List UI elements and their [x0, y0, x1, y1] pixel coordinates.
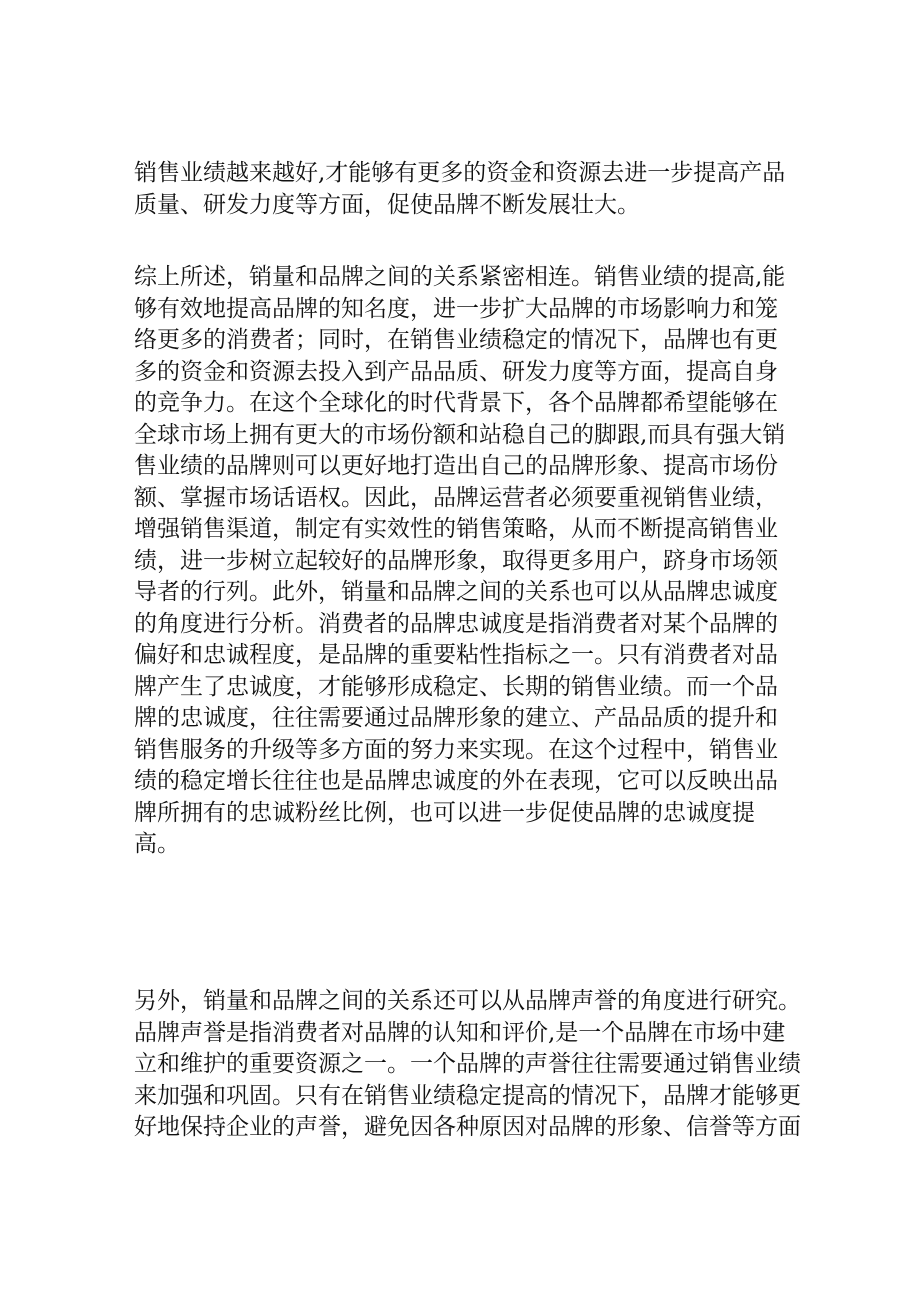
- paragraph-2: [134, 262, 794, 861]
- text-line: 牌的忠诚度，往往需要通过品牌形象的建立、产品品质的提升和: [134, 705, 778, 731]
- text-line: 立和维护的重要资源之一。一个品牌的声誉往往需要通过销售业绩: [134, 1051, 801, 1077]
- text-line: 品牌声誉是指消费者对品牌的认知和评价,是一个品牌在市场中建: [134, 1019, 786, 1046]
- text-line: 络更多的消费者；同时，在销售业绩稳定的情况下，品牌也有更: [134, 327, 778, 353]
- paragraph-1: [134, 158, 794, 221]
- text-line: 高。: [134, 831, 180, 857]
- text-line: 绩的稳定增长往往也是品牌忠诚度的外在表现，它可以反映出品: [134, 768, 778, 794]
- text-line: 好地保持企业的声誉，避免因各种原因对品牌的形象、信誉等方面: [134, 1114, 801, 1140]
- text-line: 售业绩的品牌则可以更好地打造出自己的品牌形象、提高市场份: [134, 453, 778, 479]
- text-line: 导者的行列。此外，销量和品牌之间的关系也可以从品牌忠诚度: [134, 579, 778, 605]
- text-line: 多的资金和资源去投入到产品品质、研发力度等方面，提高自身: [134, 358, 778, 385]
- text-line: 绩，进一步树立起较好的品牌形象，取得更多用户，跻身市场领: [134, 547, 778, 574]
- text-line: 够有效地提高品牌的知名度，进一步扩大品牌的市场影响力和笼: [134, 295, 778, 322]
- text-line: 的角度进行分析。消费者的品牌忠诚度是指消费者对某个品牌的: [134, 610, 778, 637]
- text-line: 另外，销量和品牌之间的关系还可以从品牌声誉的角度进行研究。: [134, 988, 801, 1014]
- text-line: 额、掌握市场话语权。因此，品牌运营者必须要重视销售业绩，: [134, 484, 778, 511]
- text-line: 的竞争力。在这个全球化的时代背景下，各个品牌都希望能够在: [134, 390, 778, 416]
- text-line: 来加强和巩固。只有在销售业绩稳定提高的情况下，品牌才能够更: [134, 1082, 801, 1109]
- text-line: 全球市场上拥有更大的市场份额和站稳自己的脚跟,而具有强大销: [134, 421, 786, 448]
- text-line: 销售业绩越来越好,才能够有更多的资金和资源去进一步提高产品: [134, 160, 786, 186]
- text-line: 增强销售渠道，制定有实效性的销售策略，从而不断提高销售业: [134, 516, 778, 542]
- text-line: 销售服务的升级等多方面的努力来实现。在这个过程中，销售业: [134, 736, 778, 763]
- paragraph-3: [134, 986, 801, 1144]
- text-line: 牌所拥有的忠诚粉丝比例，也可以进一步促使品牌的忠诚度提: [134, 799, 755, 826]
- text-line: 牌产生了忠诚度，才能够形成稳定、长期的销售业绩。而一个品: [134, 673, 778, 700]
- text-line: 质量、研发力度等方面，促使品牌不断发展壮大。: [134, 191, 640, 218]
- text-line: 偏好和忠诚程度，是品牌的重要粘性指标之一。只有消费者对品: [134, 642, 778, 668]
- text-line: 综上所述，销量和品牌之间的关系紧密相连。销售业绩的提高,能: [134, 264, 786, 290]
